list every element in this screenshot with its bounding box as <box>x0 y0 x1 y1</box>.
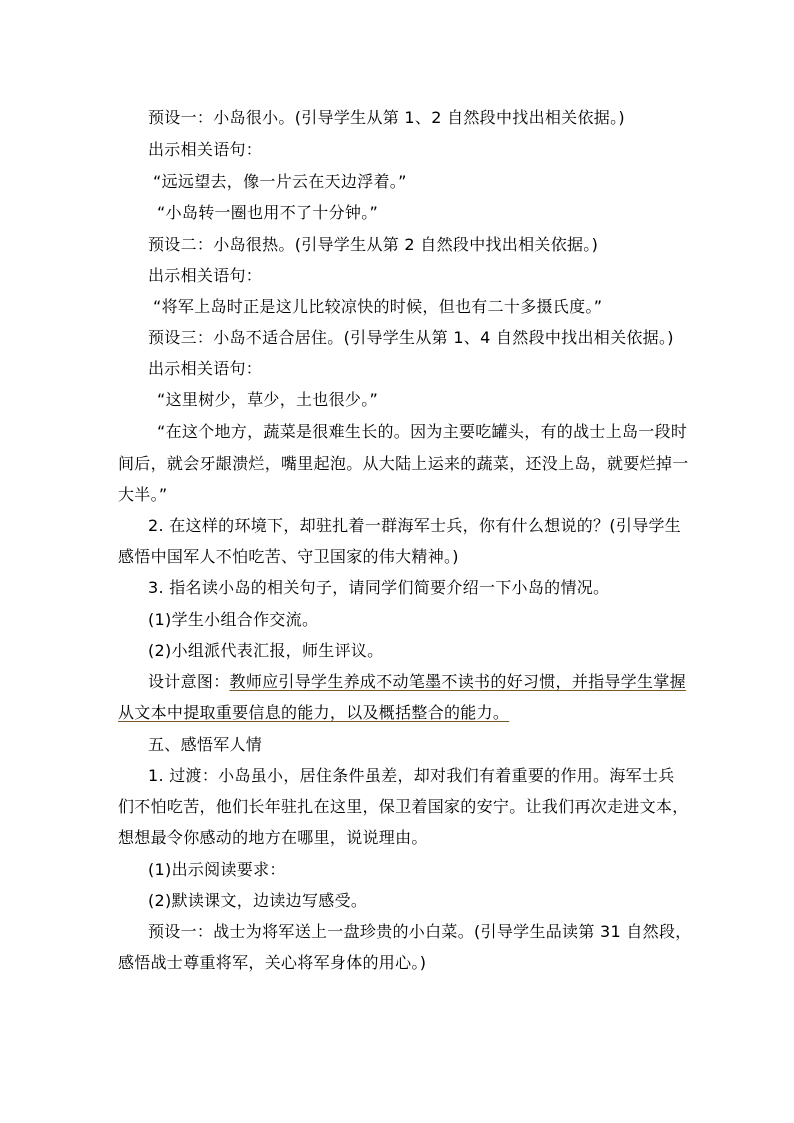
text-line: 出示相关语句： <box>148 266 263 285</box>
text-line: 出示相关语句： <box>148 359 263 378</box>
design-intent-line <box>148 672 708 692</box>
text-line: 大半。” <box>118 485 168 504</box>
design-intent-line <box>118 703 678 723</box>
text-line: 2. 在这样的环境下，却驻扎着一群海军士兵，你有什么想说的？(引导学生 <box>148 516 682 535</box>
list-item: (2)默读课文，边读边写感受。 <box>148 891 368 910</box>
text-line: 预设三：小岛不适合居住。(引导学生从第 1、4 自然段中找出相关依据。) <box>148 328 674 347</box>
design-intent-text: 教师应引导学生养成不动笔墨不读书的好习惯，并指导学生掌握 <box>229 672 686 691</box>
text-line: 感悟战士尊重将军，关心将军身体的用心。) <box>118 953 427 972</box>
text-line: 预设一：小岛很小。(引导学生从第 1、2 自然段中找出相关依据。) <box>148 108 625 127</box>
text-line: 预设一：战士为将军送上一盘珍贵的小白菜。(引导学生品读第 31 自然段， <box>148 922 692 941</box>
text-line: 出示相关语句： <box>148 140 263 159</box>
text-line: 预设二：小岛很热。(引导学生从第 2 自然段中找出相关依据。) <box>148 235 599 254</box>
quote-line: “这里树少，草少，土也很少。” <box>157 390 379 409</box>
section-heading: 五、感悟军人情 <box>148 735 263 754</box>
list-item: (1)学生小组合作交流。 <box>148 610 319 629</box>
text-line: 们不怕吃苦，他们长年驻扎在这里，保卫着国家的安宁。让我们再次走进文本， <box>118 797 689 816</box>
quote-line: “在这个地方，蔬菜是很难生长的。因为主要吃罐头，有的战士上岛一段时 <box>157 422 688 441</box>
quote-line: “将军上岛时正是这儿比较凉快的时候，但也有二十多摄氏度。” <box>153 297 603 316</box>
text-line: 3. 指名读小岛的相关句子，请同学们简要介绍一下小岛的情况。 <box>148 578 610 597</box>
list-item: (1)出示阅读要求： <box>148 860 286 879</box>
design-intent-label: 设计意图： <box>148 672 230 691</box>
text-line: 间后，就会牙龈溃烂，嘴里起泡。从大陆上运来的蔬菜，还没上岛，就要烂掉一 <box>118 454 689 473</box>
text-line: 想想最令你感动的地方在哪里，说说理由。 <box>118 828 428 847</box>
quote-line: “小岛转一圈也用不了十分钟。” <box>157 203 379 222</box>
text-line: 感悟中国军人不怕吃苦、守卫国家的伟大精神。) <box>118 547 459 566</box>
list-item: (2)小组派代表汇报，师生评议。 <box>148 641 384 660</box>
design-intent-text: 从文本中提取重要信息的能力，以及概括整合的能力。 <box>118 703 510 722</box>
text-line: 1. 过渡：小岛虽小，居住条件虽差，却对我们有着重要的作用。海军士兵 <box>148 766 675 785</box>
quote-line: “远远望去，像一片云在天边浮着。” <box>153 172 407 191</box>
